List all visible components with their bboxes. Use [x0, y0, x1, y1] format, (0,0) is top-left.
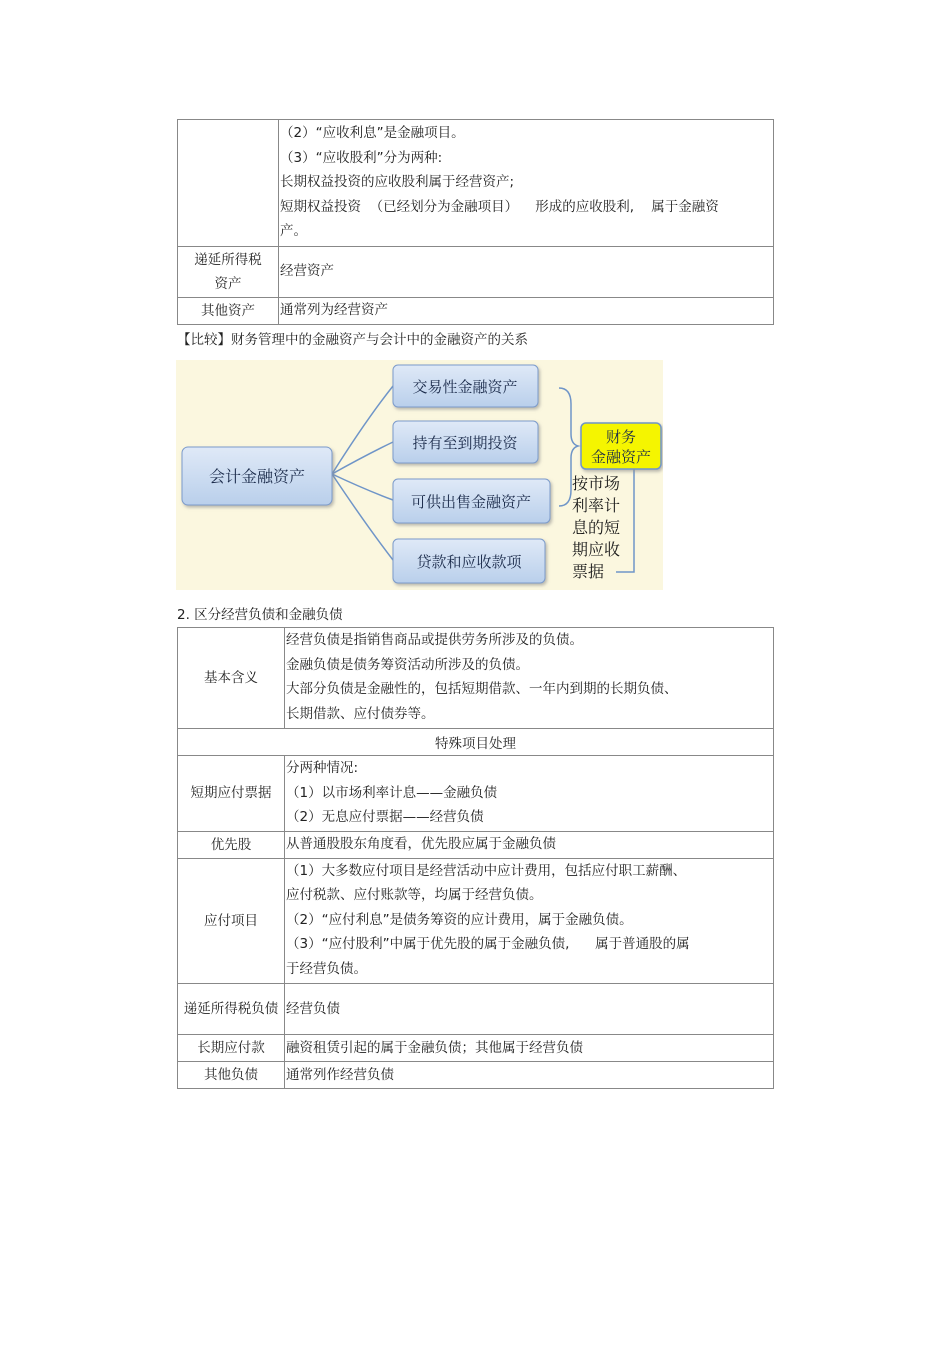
table-row	[178, 297, 774, 324]
table-row	[178, 729, 774, 756]
content-line: 经营负债是指销售商品或提供劳务所涉及的负债。	[286, 632, 583, 648]
row-label	[178, 984, 285, 1035]
note-line: 按市场	[572, 474, 621, 493]
row-content	[279, 120, 774, 247]
row-content	[285, 858, 774, 984]
table-row	[178, 831, 774, 858]
section-title: 2. 区分经营负债和金融负债	[177, 607, 343, 623]
table-row	[178, 756, 774, 832]
content-line: 于经营负债。	[286, 960, 367, 977]
content-line: 从普通股股东角度看，优先股应属于金融负债	[286, 836, 556, 853]
row-content	[285, 1035, 774, 1062]
table-row	[178, 1035, 774, 1062]
content-line: 经营负债	[286, 1000, 340, 1017]
content-line: 金融负债是债务筹资活动所涉及的负债。	[286, 656, 529, 673]
content-line: （2）“应收利息”是金融项目。	[280, 125, 465, 141]
row-label: 优先股	[178, 831, 285, 858]
content-line: 长期借款、应付债券等。	[286, 705, 435, 722]
note-line: 期应收	[572, 540, 621, 559]
row-content	[285, 831, 774, 858]
label-text: 递延所得税负债	[183, 1001, 279, 1017]
asset-table	[177, 119, 774, 325]
content-line: 短期权益投资 （已经划分为金融项目） 形成的应收股利, 属于金融资	[280, 198, 719, 215]
target-label-line2: 金融资产	[590, 448, 652, 466]
content-line: 融资租赁引起的属于金融负债；其他属于经营负债	[286, 1039, 583, 1056]
row-label: 长期应付款	[178, 1035, 285, 1062]
compare-caption: 【比较】财务管理中的金融资产与会计中的金融资产的关系	[177, 332, 528, 348]
branch-label: 持有至到期投资	[412, 434, 518, 452]
content-line: （1）以市场利率计息——金融负债	[286, 784, 498, 801]
branch-node	[393, 479, 550, 523]
content-line: 产。	[280, 223, 307, 239]
branch-label: 可供出售金融资产	[410, 493, 532, 511]
table-row	[178, 984, 774, 1035]
row-content	[285, 984, 774, 1035]
branch-node	[393, 365, 538, 407]
row-content	[285, 628, 774, 729]
row-content	[285, 1062, 774, 1089]
content-line: 经营资产	[280, 263, 334, 280]
table-row	[178, 246, 774, 297]
content-line: 分两种情况:	[286, 760, 359, 776]
branch-node	[393, 421, 538, 463]
content-line: （3）“应付股利”中属于优先股的属于金融负债, 属于普通股的属	[286, 936, 690, 952]
table-row	[178, 628, 774, 729]
content-line: （3）“应收股利”分为两种:	[280, 149, 443, 166]
content-line: 应付税款、应付账款等，均属于经营负债。	[286, 887, 543, 903]
financial-asset-diagram	[176, 360, 663, 590]
note-line: 票据	[572, 562, 605, 581]
row-label: 应付项目	[178, 858, 285, 984]
row-label: 短期应付票据	[178, 756, 285, 832]
table-row	[178, 858, 774, 984]
content-line: （2）“应付利息”是债务筹资的应计费用，属于金融负债。	[286, 911, 633, 928]
table-row	[178, 120, 774, 247]
branch-label: 贷款和应收款项	[416, 553, 522, 571]
content-line: （2）无息应付票据——经营负债	[286, 809, 484, 825]
content-line: 长期权益投资的应收股利属于经营资产;	[280, 174, 515, 190]
note-line: 利率计	[572, 496, 621, 515]
content-line: 大部分负债是金融性的，包括短期借款、一年内到期的长期负债、	[286, 681, 678, 697]
label-text: 递延所得税资产	[194, 251, 262, 292]
row-content	[279, 246, 774, 297]
special-items-header: 特殊项目处理	[178, 729, 774, 756]
root-node	[182, 447, 332, 505]
row-content	[285, 756, 774, 832]
row-label: 其他资产	[178, 297, 279, 324]
target-node	[581, 423, 661, 469]
row-label: 基本含义	[178, 628, 285, 729]
note-line: 息的短	[572, 518, 621, 537]
root-label: 会计金融资产	[208, 467, 306, 486]
row-label: 其他负债	[178, 1062, 285, 1089]
branch-label: 交易性金融资产	[412, 378, 518, 396]
target-label-line1: 财务	[605, 428, 637, 446]
liability-table	[177, 627, 774, 1089]
row-content	[279, 297, 774, 324]
content-line: （1）大多数应付项目是经营活动中应计费用，包括应付职工薪酬、	[286, 862, 687, 879]
branch-node	[393, 539, 545, 583]
row-label	[178, 120, 279, 247]
content-line: 通常列为经营资产	[280, 302, 388, 319]
row-label	[178, 246, 279, 297]
table-row	[178, 1062, 774, 1089]
content-line: 通常列作经营负债	[286, 1066, 394, 1083]
